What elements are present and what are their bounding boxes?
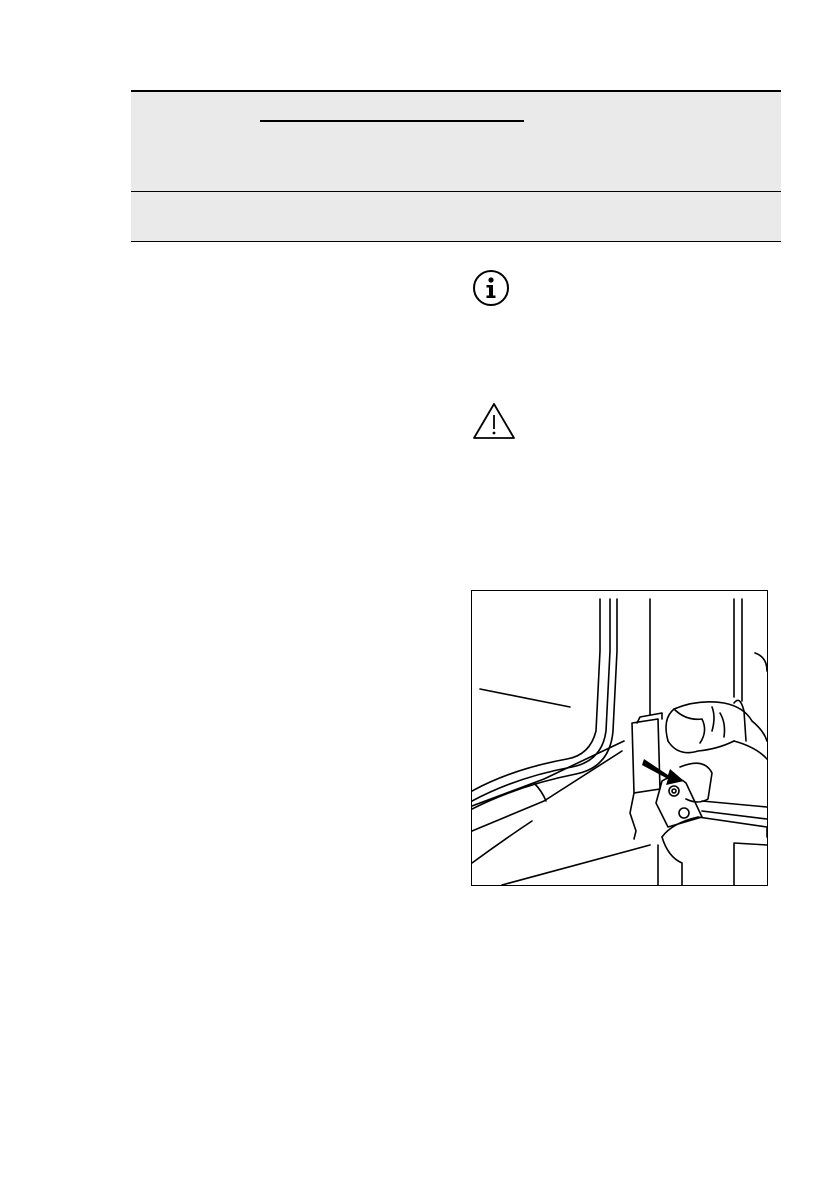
heading-underline [260, 120, 524, 122]
oven-door-hinge-illustration [471, 590, 768, 886]
table-row-divider [131, 191, 781, 192]
warning-triangle-icon [472, 402, 516, 440]
info-icon [472, 269, 510, 307]
table-row-band [131, 193, 781, 242]
table-header-band [131, 90, 781, 193]
